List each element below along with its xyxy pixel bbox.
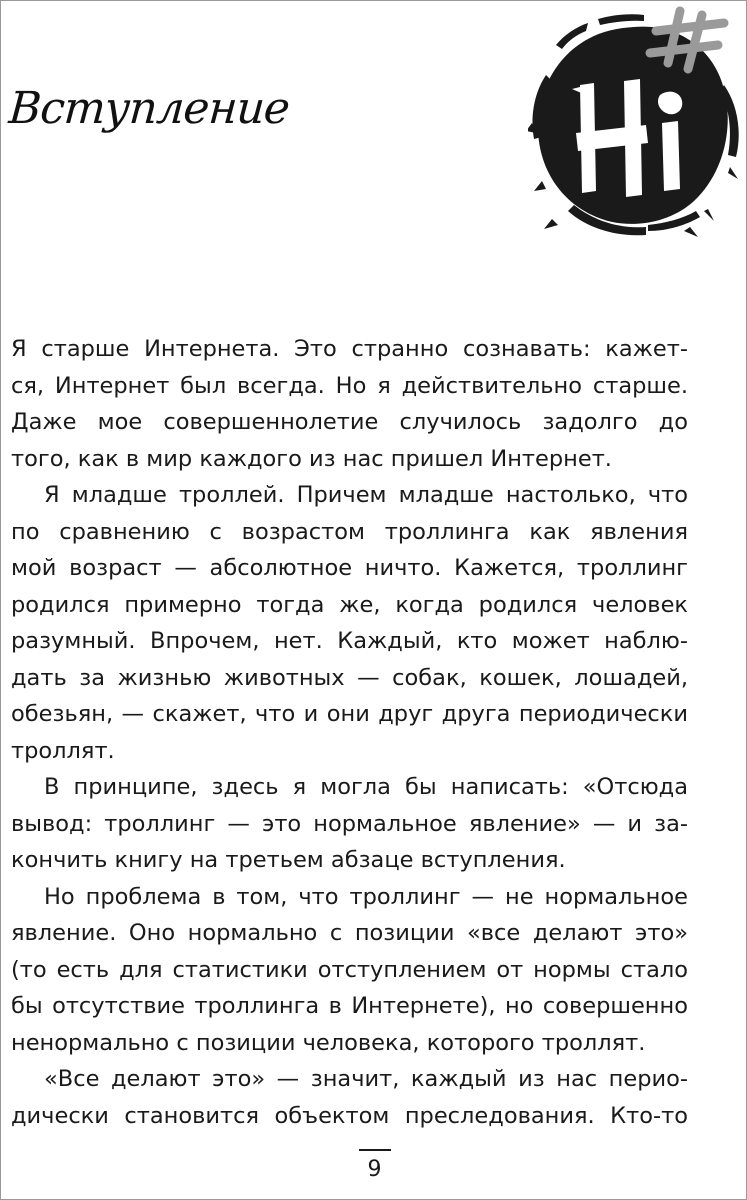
text-line: Но проблема в том, что троллинг — не нормальное: [44, 883, 688, 910]
text-line: вывод: троллинг — это нормальное явление» — и за-: [11, 810, 688, 837]
text-line: обезьян, — скажет, что и они друг друга периодически: [11, 701, 688, 727]
text-line: ненормально с позиции человека, которого троллят.: [11, 1029, 646, 1056]
text-line: ся, Интернет был всегда. Но я действительно старше.: [11, 372, 688, 399]
text-line: по сравнению с возрастом троллинга как явления: [11, 518, 688, 545]
text-line: Я старше Интернета. Это странно сознавать: кажет-: [11, 336, 688, 362]
text-line: «Все делают это» — значит, каждый из нас перио-: [44, 1066, 688, 1092]
text-line: троллят.: [11, 737, 115, 764]
text-line: дать за жизнью животных — собак, кошек, лошадей,: [11, 664, 688, 691]
page-number-rule: [359, 1149, 391, 1151]
text-line: разумный. Впрочем, нет. Каждый, кто может наблю-: [11, 628, 688, 654]
paragraph: [11, 769, 688, 879]
text-line: дически становится объектом преследования. Кто-то: [11, 1102, 688, 1129]
hi-badge-illustration: [528, 5, 740, 245]
paragraph: [11, 879, 688, 1062]
paragraph: [11, 1061, 688, 1134]
text-line: В принципе, здесь я могла бы написать: «Отсюда: [44, 774, 688, 800]
text-line: кончить книгу на третьем абзаце вступления.: [11, 847, 566, 873]
text-line: Я младше троллей. Причем младше настолько, что: [44, 482, 688, 508]
text-line: (то есть для статистики отступлением от нормы стало: [11, 956, 688, 983]
text-line: мой возраст — абсолютное ничто. Кажется, троллинг: [11, 555, 688, 581]
paragraph: [11, 331, 688, 477]
text-line: родился примерно тогда же, когда родился человек: [11, 591, 688, 618]
text-line: того, как в мир каждого из нас пришел Интернет.: [11, 445, 612, 472]
paragraph: [11, 477, 688, 769]
body-text: [11, 331, 688, 1134]
text-line: Даже мое совершеннолетие случилось задолго до: [11, 409, 688, 435]
text-line: явление. Оно нормально с позиции «все делают это»: [11, 920, 688, 946]
page-number: 9: [367, 1157, 382, 1182]
page-footer: [1, 1149, 747, 1182]
text-line: бы отсутствие троллинга в Интернете), но совершенно: [11, 993, 688, 1019]
chapter-title: Вступление: [7, 83, 291, 134]
